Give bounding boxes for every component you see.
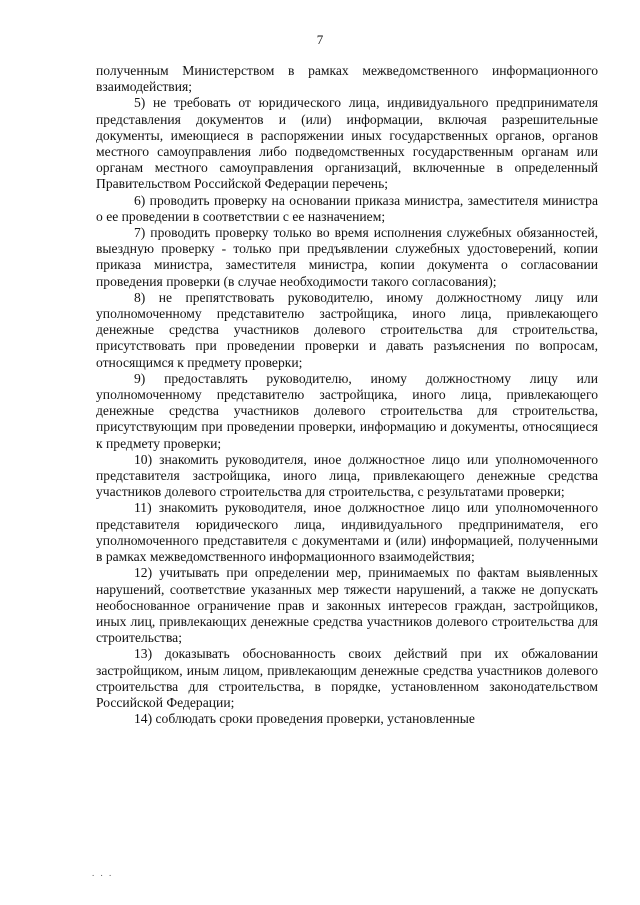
paragraph-continuation: полученным Министерством в рамках межведомственного информационного взаимодействия; — [96, 63, 598, 95]
document-body — [96, 63, 598, 727]
paragraph-item-9: 9) предоставлять руководителю, иному должностному лицу или уполномоченному представителю застройщика, иного лица, привлекающего денежные средства участников долевого строительства для строительства, присутствующим при проведении проверки, информацию и документы, относящиеся к предмету проверки; — [96, 370, 598, 451]
scan-artifact-mark: . . . — [92, 868, 114, 878]
paragraph-item-11: 11) знакомить руководителя, иное должностное лицо или уполномоченного представителя юридического лица, индивидуального предпринимателя, его уполномоченного представителя с документами и (или) информацией, полученными в рамках межведомственного информационного взаимодействия; — [96, 500, 598, 565]
paragraph-item-13: 13) доказывать обоснованность своих действий при их обжаловании застройщиком, иным лицом, привлекающим денежные средства участников долевого строительства для строительства, в порядке, установленном законодательством Российской Федерации; — [96, 646, 598, 710]
paragraph-item-14: 14) соблюдать сроки проведения проверки, установленные — [134, 711, 475, 727]
paragraph-item-6: 6) проводить проверку на основании приказа министра, заместителя министра о ее проведении в соответствии с ее назначением; — [96, 192, 598, 224]
page-number: 7 — [316, 32, 324, 47]
paragraph-item-10: 10) знакомить руководителя, иное должностное лицо или уполномоченного представителя застройщика, иного лица, привлекающего денежные средства участников долевого строительства для строительства, с результатами проверки; — [96, 451, 598, 500]
paragraph-item-8: 8) не препятствовать руководителю, иному должностному лицу или уполномоченному представителю застройщика, иного лица, привлекающего денежные средства участников долевого строительства для строительства, присутствовать при проведении проверки и давать разъяснения по вопросам, относящимся к предмету проверки; — [96, 289, 598, 370]
paragraph-item-5: 5) не требовать от юридического лица, индивидуального предпринимателя представления документов и (или) информации, включая разрешительные документы, имеющиеся в распоряжении иных государственных органов, органов местного самоуправления либо подведомственных государственным органам или органам местного самоуправления организаций, включенные в определенный Правительством Российской Федерации перечень; — [96, 95, 598, 192]
paragraph-item-7: 7) проводить проверку только во время исполнения служебных обязанностей, выездную проверку - только при предъявлении служебных удостоверений, копии приказа министра, заместителя министра, копии документа о согласовании проведения проверки (в случае необходимости такого согласования); — [96, 225, 598, 289]
paragraph-item-12: 12) учитывать при определении мер, принимаемых по фактам выявленных нарушений, соответствие указанных мер тяжести нарушений, а также не допускать необоснованное ограничение прав и законных интересов граждан, застройщиков, иных лиц, привлекающих денежные средства участников долевого строительства для строительства; — [96, 565, 598, 646]
